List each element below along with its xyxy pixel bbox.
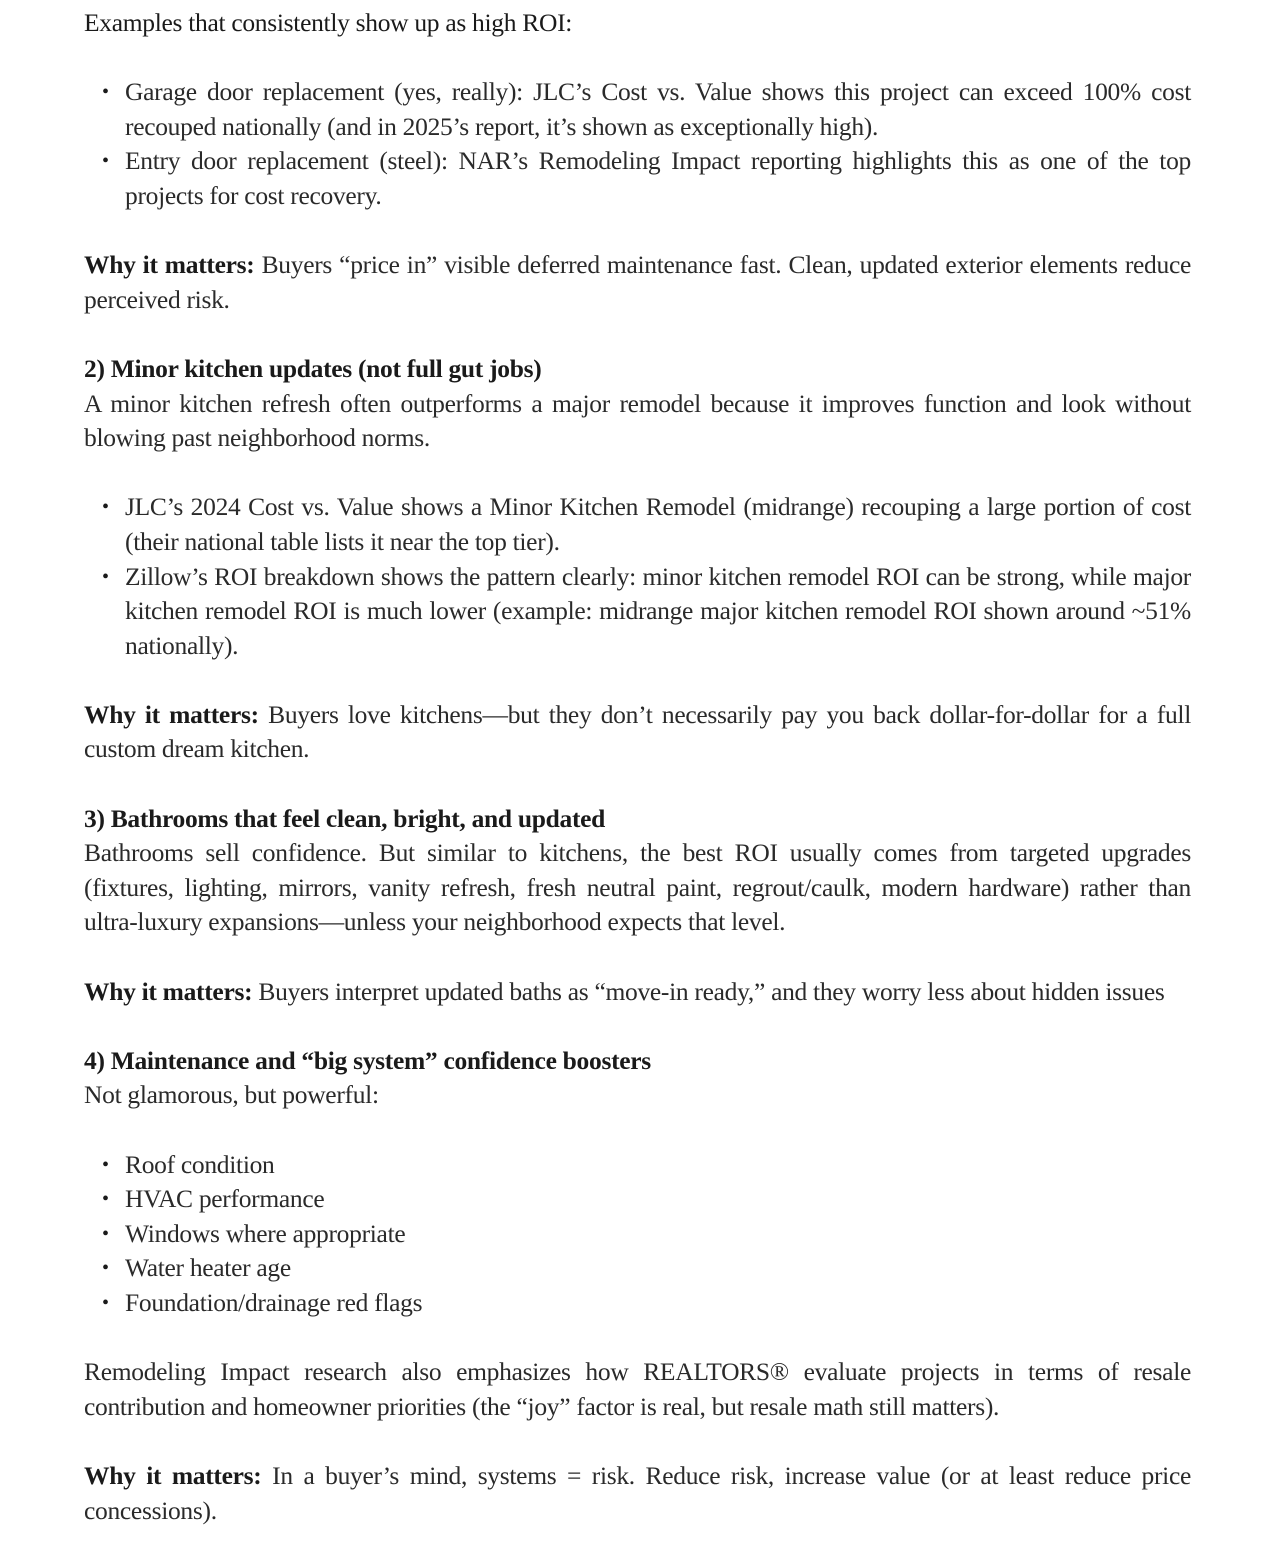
section-heading-maintenance: 4) Maintenance and “big system” confidence boosters (84, 1045, 651, 1075)
exterior-examples-list (84, 75, 1191, 213)
section-body-bathrooms: Bathrooms sell confidence. But similar to kitchens, the best ROI usually comes from targeted upgrades (fixtures, lighting, mirrors, vanity refresh, fresh neutral paint, regrout/caulk, modern hardware) rather than ultra-luxury expansions—unless your neighborhood expects that level. (84, 838, 1191, 937)
spacer (84, 1009, 1191, 1044)
spacer (84, 456, 1191, 491)
section-body-maintenance: Not glamorous, but powerful: (84, 1080, 379, 1110)
spacer (84, 1321, 1191, 1356)
list-item: • Water heater age (125, 1251, 1191, 1286)
why-it-matters-paragraph (84, 1459, 1191, 1528)
why-it-matters-text: In a buyer’s mind, systems = risk. Reduce risk, increase value (or at least reduce price concessions). (84, 1460, 1191, 1525)
why-it-matters-label: Why it matters: (84, 699, 259, 729)
intro-text: Examples that consistently show up as high ROI: (84, 8, 573, 37)
spacer (84, 767, 1191, 802)
spacer (84, 214, 1191, 249)
why-it-matters-label: Why it matters: (84, 976, 253, 1006)
why-it-matters-label: Why it matters: (84, 1460, 262, 1490)
kitchen-examples-list (84, 490, 1191, 663)
why-it-matters-label: Why it matters: (84, 250, 255, 280)
research-paragraph: Remodeling Impact research also emphasizes how REALTORS® evaluate projects in terms of resale contribution and homeowner priorities (the “joy” factor is real, but resale math still matters). (84, 1357, 1191, 1421)
list-item: • JLC’s 2024 Cost vs. Value shows a Minor Kitchen Remodel (midrange) recouping a large portion of cost (their national table lists it near the top tier). (125, 490, 1191, 559)
section-heading-bathrooms: 3) Bathrooms that feel clean, bright, and updated (84, 803, 606, 833)
spacer (84, 1113, 1191, 1148)
list-item: • Windows where appropriate (125, 1217, 1191, 1252)
spacer (84, 41, 1191, 76)
spacer (84, 317, 1191, 352)
list-item: • Garage door replacement (yes, really): JLC’s Cost vs. Value shows this project can exceed 100% cost recouped nationally (and in 2025’s report, it’s shown as exceptionally high). (125, 75, 1191, 144)
spacer (84, 1424, 1191, 1459)
section-body-kitchen: A minor kitchen refresh often outperforms a major remodel because it improves function and look without blowing past neighborhood norms. (84, 388, 1191, 453)
maintenance-items-list (84, 1148, 1191, 1321)
spacer (84, 940, 1191, 975)
why-it-matters-paragraph (84, 698, 1191, 767)
list-item: • Roof condition (125, 1148, 1191, 1183)
why-it-matters-text: Buyers “price in” visible deferred maintenance fast. Clean, updated exterior elements reduce perceived risk. (84, 250, 1191, 314)
why-it-matters-paragraph (84, 248, 1191, 317)
section-heading-kitchen: 2) Minor kitchen updates (not full gut jobs) (84, 353, 542, 383)
spacer (84, 663, 1191, 698)
list-item: • Entry door replacement (steel): NAR’s Remodeling Impact reporting highlights this as one of the top projects for cost recovery. (125, 144, 1191, 213)
list-item: • Zillow’s ROI breakdown shows the pattern clearly: minor kitchen remodel ROI can be strong, while major kitchen remodel ROI is much lower (example: midrange major kitchen remodel ROI shown around ~51% nationally). (125, 560, 1191, 664)
why-it-matters-text: Buyers interpret updated baths as “move-in ready,” and they worry less about hidden issues (252, 976, 1165, 1006)
list-item: • HVAC performance (125, 1182, 1191, 1217)
list-item: • Foundation/drainage red flags (125, 1286, 1191, 1321)
why-it-matters-paragraph (84, 975, 1191, 1010)
why-it-matters-text: Buyers love kitchens—but they don’t necessarily pay you back dollar-for-dollar for a full custom dream kitchen. (84, 699, 1191, 764)
